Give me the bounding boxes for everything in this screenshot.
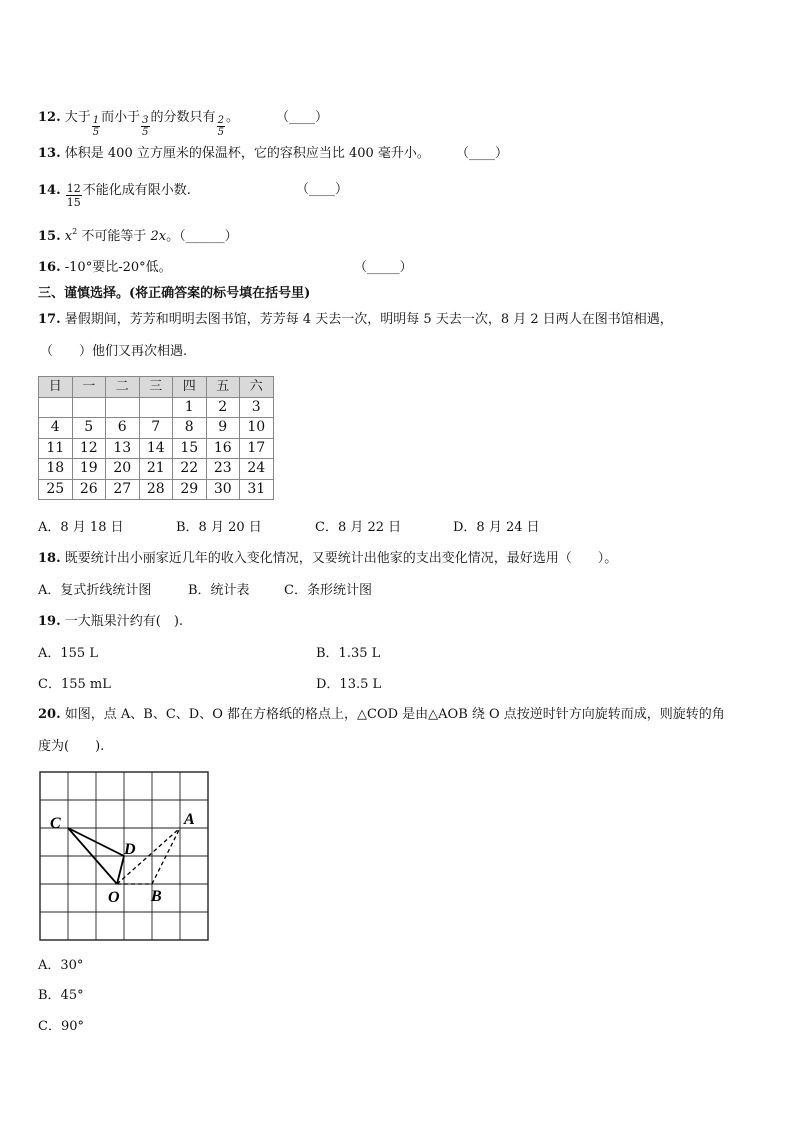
question-number: 17. bbox=[38, 312, 61, 327]
option-c[interactable]: C．条形统计图 bbox=[284, 583, 372, 598]
q12-text-2: 而小于 bbox=[101, 110, 141, 125]
question-17-line-2: （ ）他们又再次相遇. bbox=[40, 344, 188, 359]
question-text: 体积是 400 立方厘米的保温杯，它的容积应当比 400 毫升小。 bbox=[64, 146, 430, 161]
calendar-cell: 27 bbox=[106, 479, 140, 500]
answer-blank[interactable]: （____） bbox=[296, 182, 349, 197]
calendar-cell: 26 bbox=[72, 479, 106, 500]
option-c[interactable]: C．8 月 22 日 bbox=[315, 520, 402, 535]
answer-blank[interactable]: （____） bbox=[456, 146, 509, 161]
question-text: 不可能等于 bbox=[81, 229, 147, 244]
calendar-header-row bbox=[39, 377, 274, 398]
answer-blank[interactable]: （______） bbox=[179, 229, 238, 244]
question-text: -10°要比-20°低。 bbox=[64, 260, 172, 275]
option-c[interactable]: C．90° bbox=[38, 1019, 84, 1034]
calendar-row bbox=[39, 418, 274, 439]
calendar-row bbox=[39, 459, 274, 480]
question-number: 19. bbox=[38, 614, 61, 629]
calendar-cell: 1 bbox=[173, 397, 207, 418]
calendar-row bbox=[39, 479, 274, 500]
question-15 bbox=[38, 224, 238, 245]
calendar-header-cell: 二 bbox=[106, 377, 140, 398]
fraction-3-5: $\frac{3}{5}$ bbox=[142, 115, 149, 138]
calendar-header-cell: 四 bbox=[173, 377, 207, 398]
question-20-line-2: 度为( ). bbox=[38, 739, 105, 754]
question-text: 暑假期间，芳芳和明明去图书馆，芳芳每 4 天去一次，明明每 5 天去一次，8 月 2 日两人在图书馆相遇， bbox=[64, 312, 673, 327]
calendar-cell bbox=[39, 397, 73, 418]
calendar-cell: 12 bbox=[72, 438, 106, 459]
q12-text-4: 。 bbox=[225, 110, 239, 125]
expression-2x: 2x bbox=[150, 229, 167, 244]
label-b: B bbox=[151, 888, 162, 905]
calendar-header-cell: 五 bbox=[206, 377, 240, 398]
option-d[interactable]: D．8 月 24 日 bbox=[453, 520, 540, 535]
calendar-cell: 11 bbox=[39, 438, 73, 459]
question-number: 20. bbox=[38, 707, 61, 722]
calendar-header-cell: 日 bbox=[39, 377, 73, 398]
calendar-cell: 23 bbox=[206, 459, 240, 480]
calendar-cell: 31 bbox=[240, 479, 274, 500]
question-19 bbox=[38, 614, 183, 630]
calendar-cell: 25 bbox=[39, 479, 73, 500]
calendar-cell: 2 bbox=[206, 397, 240, 418]
label-c: C bbox=[50, 815, 61, 832]
option-d[interactable]: D．13.5 L bbox=[316, 677, 382, 692]
q12-text-3: 的分数只有 bbox=[150, 110, 216, 125]
q12-text-1: 大于 bbox=[64, 110, 91, 125]
option-a[interactable]: A．8 月 18 日 bbox=[38, 520, 124, 535]
question-13 bbox=[38, 146, 430, 162]
calendar-cell bbox=[106, 397, 140, 418]
label-d: D bbox=[124, 841, 136, 858]
fraction-1-5: $\frac{1}{5}$ bbox=[92, 115, 100, 138]
calendar-cell: 15 bbox=[173, 438, 207, 459]
calendar-header-cell: 三 bbox=[139, 377, 173, 398]
question-20-line-1 bbox=[38, 707, 725, 723]
calendar-cell: 3 bbox=[240, 397, 274, 418]
fraction-2-5: $\frac{2}{5}$ bbox=[217, 115, 224, 138]
calendar-cell bbox=[139, 397, 173, 418]
question-18 bbox=[38, 551, 617, 567]
question-text: 既要统计出小丽家近几年的收入变化情况，又要统计出他家的支出变化情况，最好选用（ ）。 bbox=[64, 551, 618, 566]
option-a[interactable]: A．30° bbox=[38, 958, 84, 973]
calendar-row bbox=[39, 397, 274, 418]
option-b[interactable]: B．1.35 L bbox=[316, 646, 381, 661]
calendar-cell bbox=[72, 397, 106, 418]
calendar-cell: 13 bbox=[106, 438, 140, 459]
label-o: O bbox=[108, 889, 120, 906]
question-text: 不能化成有限小数. bbox=[82, 183, 191, 198]
calendar-cell: 16 bbox=[206, 438, 240, 459]
calendar-table bbox=[38, 376, 274, 500]
calendar-cell: 7 bbox=[139, 418, 173, 439]
calendar-cell: 22 bbox=[173, 459, 207, 480]
question-number: 13. bbox=[38, 146, 61, 161]
exponent: 2 bbox=[72, 227, 78, 236]
option-a[interactable]: A．复式折线统计图 bbox=[38, 583, 152, 598]
question-number: 15. bbox=[38, 229, 61, 244]
question-number: 14. bbox=[38, 183, 61, 198]
question-number: 16. bbox=[38, 260, 61, 275]
calendar-cell: 24 bbox=[240, 459, 274, 480]
calendar-cell: 8 bbox=[173, 418, 207, 439]
question-14 bbox=[38, 182, 191, 209]
calendar-cell: 30 bbox=[206, 479, 240, 500]
option-b[interactable]: B．8 月 20 日 bbox=[176, 520, 262, 535]
label-a: A bbox=[184, 811, 195, 828]
question-number: 12. bbox=[38, 110, 61, 125]
answer-blank[interactable]: （_____） bbox=[354, 260, 413, 275]
question-17-line-1 bbox=[38, 312, 673, 328]
answer-blank[interactable]: （____） bbox=[276, 110, 329, 125]
calendar-cell: 10 bbox=[240, 418, 274, 439]
calendar-cell: 17 bbox=[240, 438, 274, 459]
question-text: 如图，点 A、B、C、D、O 都在方格纸的格点上，△COD 是由△AOB 绕 O 点按逆时针方向旋转而成，则旋转的角 bbox=[64, 707, 725, 722]
calendar-row bbox=[39, 438, 274, 459]
calendar-cell: 29 bbox=[173, 479, 207, 500]
option-c[interactable]: C．155 mL bbox=[38, 677, 111, 692]
calendar-cell: 9 bbox=[206, 418, 240, 439]
calendar-cell: 21 bbox=[139, 459, 173, 480]
calendar-cell: 18 bbox=[39, 459, 73, 480]
question-12 bbox=[38, 110, 239, 138]
option-b[interactable]: B．45° bbox=[38, 988, 84, 1003]
option-a[interactable]: A．155 L bbox=[38, 646, 98, 661]
fraction-12-15: $\frac{12}{15}$ bbox=[66, 182, 81, 209]
question-number: 18. bbox=[38, 551, 61, 566]
calendar-cell: 14 bbox=[139, 438, 173, 459]
calendar-cell: 5 bbox=[72, 418, 106, 439]
punctuation: 。 bbox=[166, 229, 180, 244]
section-heading: 三、谨慎选择。(将正确答案的标号填在括号里) bbox=[38, 286, 311, 301]
question-16 bbox=[38, 260, 172, 276]
calendar-header-cell: 六 bbox=[240, 377, 274, 398]
calendar-cell: 4 bbox=[39, 418, 73, 439]
calendar-cell: 6 bbox=[106, 418, 140, 439]
calendar-cell: 19 bbox=[72, 459, 106, 480]
calendar-cell: 20 bbox=[106, 459, 140, 480]
grid-figure bbox=[38, 770, 218, 950]
question-text: 一大瓶果汁约有( ). bbox=[64, 614, 184, 629]
option-b[interactable]: B．统计表 bbox=[188, 583, 250, 598]
calendar-cell: 28 bbox=[139, 479, 173, 500]
calendar-header-cell: 一 bbox=[72, 377, 106, 398]
variable-x: x bbox=[64, 229, 73, 244]
